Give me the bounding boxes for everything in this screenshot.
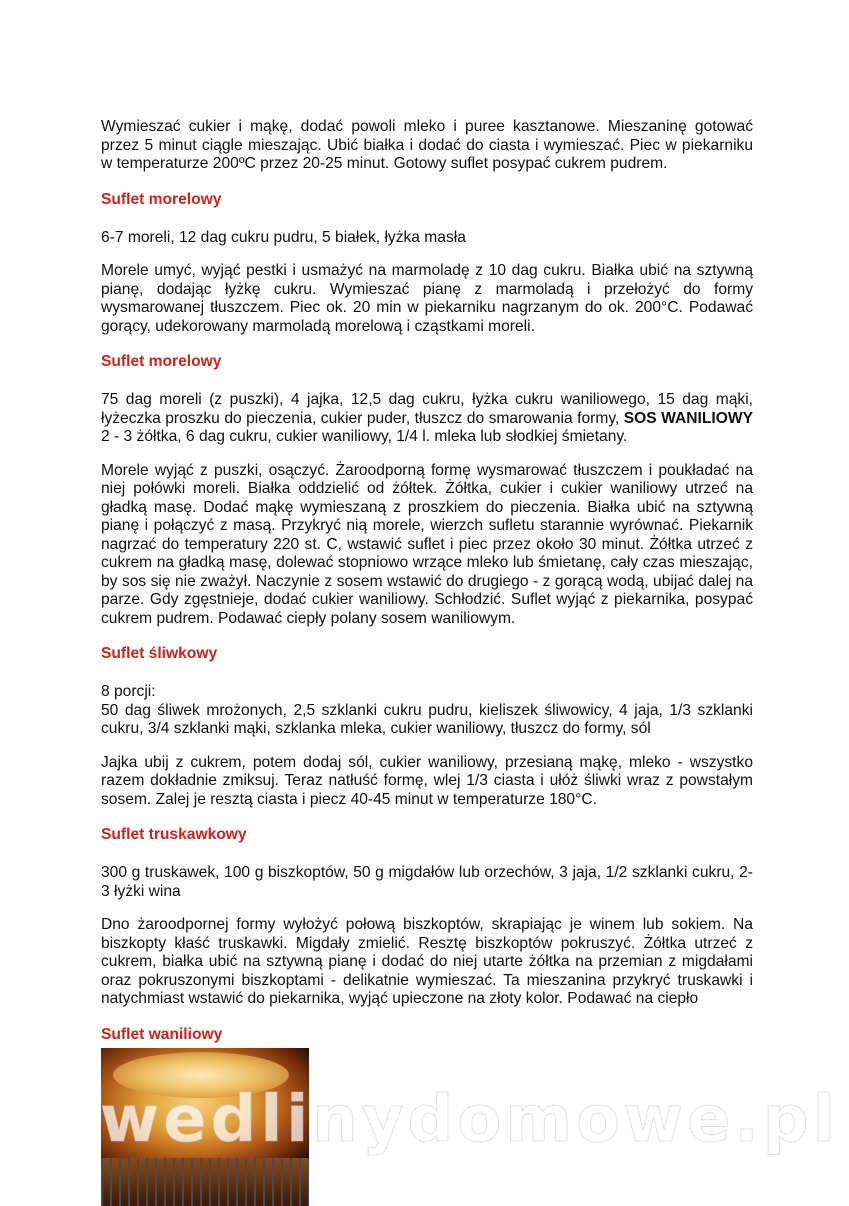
heading-suflet-waniliowy: Suflet waniliowy bbox=[101, 1025, 223, 1043]
method-sliwkowy: Jajka ubij z cukrem, potem dodaj sól, cukier waniliowy, przesianą mąkę, mleko - wszystko razem dokładnie zmiksuj. Teraz natłuść formę, wlej 1/3 ciasta i ułóż śliwki wraz z powstałym sosem. Zalej je resztą ciasta i piecz 40-45 minut w temperaturze 180°C. bbox=[101, 753, 753, 808]
ingredients-sliwkowy: 50 dag śliwek mrożonych, 2,5 szklanki cukru pudru, kieliszek śliwowicy, 4 jaja, 1/3 szklanki cukru, 3/4 szklanki mąki, szklanka mleka, cukier waniliowy, tłuszcz do formy, sól bbox=[101, 701, 753, 737]
ingredients-morelowy-1: 6-7 moreli, 12 dag cukru pudru, 5 białek, łyżka masła bbox=[101, 228, 466, 246]
heading-suflet-truskawkowy: Suflet truskawkowy bbox=[101, 826, 247, 843]
method-truskawkowy: Dno żaroodpornej formy wyłożyć połową biszkoptów, skrapiając je winem lub sokiem. Na biszkopty kłaść truskawki. Migdały zmielić. Resztę biszkoptów pokruszyć. Żółtka utrzeć z cukrem, białka ubić na sztywną pianę i dodać do niej utarte żółtka na przemian z migdałami oraz pokruszonymi biszkoptami - delikatnie wymieszać. Ta mieszanina przykryć truskawki i natychmiast wstawić do piekarnika, wyjąć upieczone na złoty kolor. Podawać na ciepło bbox=[101, 916, 753, 1007]
ingredients-morelowy-2-part-a: 75 dag moreli (z puszki), 4 jajka, 12,5 dag cukru, łyżka cukru waniliowego, 15 dag mąki, łyżeczka proszku do pieczenia, cukier puder, tłuszcz do smarowania formy, bbox=[101, 391, 753, 427]
portions-sliwkowy: 8 porcji: bbox=[101, 683, 156, 700]
heading-suflet-morelowy-2: Suflet morelowy bbox=[101, 353, 222, 370]
method-morelowy-1: Morele umyć, wyjąć pestki i usmażyć na marmoladę z 10 dag cukru. Białka ubić na sztywną pianę, dodając łyżkę cukru. Wymieszać pianę z marmoladą i przełożyć do formy wysmarowanej tłuszczem. Piec ok. 20 min w piekarniku nagrzanym do ok. 200°C. Podawać gorący, udekorowany marmoladą morelową i cząstkami moreli. bbox=[101, 262, 753, 335]
ingredients-morelowy-2-part-b: 2 - 3 żółtka, 6 dag cukru, cukier waniliowy, 1/4 l. mleka lub słodkiej śmietany. bbox=[101, 428, 628, 445]
ingredients-morelowy-2 bbox=[101, 391, 753, 447]
sos-waniliowy-label: SOS WANILIOWY bbox=[623, 409, 753, 427]
cooling-rack bbox=[101, 1158, 309, 1206]
ingredients-truskawkowy: 300 g truskawek, 100 g biszkoptów, 50 g migdałów lub orzechów, 3 jaja, 1/2 szklanki cukru, 2-3 łyżki wina bbox=[101, 864, 753, 900]
site-watermark: wedlinydomowe.pl bbox=[100, 1083, 839, 1157]
heading-suflet-morelowy-1: Suflet morelowy bbox=[101, 190, 222, 208]
method-morelowy-2: Morele wyjąć z puszki, osączyć. Żaroodporną formę wysmarować tłuszczem i poukładać na niej połówki moreli. Białka oddzielić od żółtek. Żółtka, cukier i cukier waniliowy utrzeć na gładką masę. Dodać mąkę wymieszaną z proszkiem do pieczenia. Białka ubić na sztywną pianę i połączyć z masą. Przykryć nią morele, wierzch sufletu starannie wyrównać. Piekarnik nagrzać do temperatury 220 st. C, wstawić suflet i piec przez około 30 minut. Żółtka utrzeć z cukrem na gładką masę, dolewać stopniowo wrzące mleko lub śmietanę, cały czas mieszając, by sos się nie zważył. Naczynie z sosem wstawić do drugiego - z gorącą wodą, ubijać dalej na parze. Gdy zgęstnieje, dodać cukier waniliowy. Schłodzić. Suflet wyjąć z piekarnika, posypać cukrem pudrem. Podawać ciepły polany sosem waniliowym. bbox=[101, 461, 753, 627]
heading-suflet-sliwkowy: Suflet śliwkowy bbox=[101, 645, 218, 662]
document-content bbox=[101, 118, 753, 1206]
intro-paragraph: Wymieszać cukier i mąkę, dodać powoli mleko i puree kasztanowe. Mieszaninę gotować przez 5 minut ciągle mieszając. Ubić białka i dodać do ciasta i wymieszać. Piec w piekarniku w temperaturze 200ºC przez 20-25 minut. Gotowy suflet posypać cukrem pudrem. bbox=[101, 118, 753, 172]
